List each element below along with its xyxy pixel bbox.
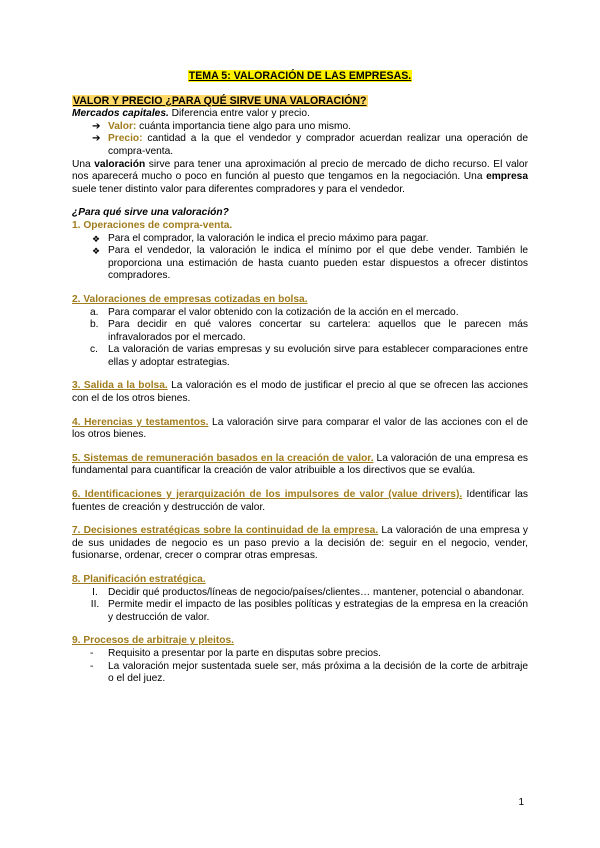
bullet-text: Para el vendedor, la valoración le indica el mínimo por el que debe vender. También le proporciona una estimación de hasta cuanto pueden estar dispuestos a ofrecer distintos compradores. <box>108 245 528 282</box>
list-item <box>72 344 528 369</box>
page-number: 1 <box>518 797 524 808</box>
list-item <box>72 307 528 320</box>
list-item <box>72 648 528 661</box>
bullet-text: Para el comprador, la valoración le indica el precio máximo para pagar. <box>108 232 429 244</box>
item-9-heading: 9. Procesos de arbitraje y pleitos. <box>72 635 234 647</box>
item-4-text: La valoración sirve para comparar el valor de las acciones con el de los otros bienes. <box>72 416 529 441</box>
para-text-c: sirve para tener una aproximación al precio de mercado de dicho recurso. El valor nos aparecerá mucho o poco en función al puesto que tengamos en la negociación. Una <box>72 158 528 183</box>
page-title: TEMA 5: VALORACIÓN DE LAS EMPRESAS. <box>188 70 412 82</box>
list-text: La valoración de varias empresas y su evolución sirve para establecer comparaciones entre ellas y adoptar estrategias. <box>108 344 528 368</box>
list-marker: I. <box>92 586 98 598</box>
bullet-item <box>72 233 528 246</box>
arrow-item-valor <box>72 121 528 134</box>
term-valor: Valor: <box>108 120 137 132</box>
mercados-label: Mercados capitales. <box>72 108 169 120</box>
list-item <box>72 319 528 344</box>
item-5-text: La valoración de una empresa es fundamental para cuantificar la creación de valor atribuible a los directivos que se evalúa. <box>72 452 528 477</box>
list-marker: c. <box>90 344 98 356</box>
item-8-heading: 8. Planificación estratégica. <box>72 574 206 585</box>
list-marker: - <box>90 660 94 672</box>
list-marker: a. <box>90 306 99 318</box>
list-marker: b. <box>90 319 99 331</box>
arrow-item-precio <box>72 133 528 158</box>
arrow-right-icon: ➔ <box>92 120 101 132</box>
item-1-heading: 1. Operaciones de compra-venta. <box>72 219 233 231</box>
def-precio: cantidad a la que el vendedor y comprador acuerdan realizar una operación de compra-venta. <box>108 133 528 157</box>
item-5 <box>72 453 528 478</box>
diamond-bullet-icon: ❖ <box>92 233 101 244</box>
arrow-right-icon: ➔ <box>92 133 101 145</box>
bullet-item <box>72 245 528 283</box>
question-heading: ¿Para qué sirve una valoración? <box>72 207 229 219</box>
def-valor: cuánta importancia tiene algo para uno mismo. <box>136 120 351 132</box>
list-item <box>72 587 528 600</box>
item-6 <box>72 489 528 514</box>
item-2-heading: 2. Valoraciones de empresas cotizadas en bolsa. <box>72 293 308 305</box>
item-5-heading: 5. Sistemas de remuneración basados en la creación de valor. <box>72 452 374 464</box>
list-marker: - <box>90 647 94 659</box>
para-text-a: Una <box>72 158 95 170</box>
list-text: Para comparar el valor obtenido con la cotización de la acción en el mercado. <box>108 306 459 318</box>
mercados-line <box>72 108 528 121</box>
list-text: Requisito a presentar por la parte en disputas sobre precios. <box>108 647 381 659</box>
item-3-text: La valoración es el modo de justificar el precio al que se ofrecen las acciones con el de los otros bienes. <box>72 380 528 405</box>
title-line <box>72 70 528 84</box>
list-text: Decidir qué productos/líneas de negocio/países/clientes… mantener, potencial o abandonar. <box>108 586 525 598</box>
item-4-heading: 4. Herencias y testamentos. <box>72 416 209 428</box>
item-3-heading: 3. Salida a la bolsa. <box>72 380 168 392</box>
list-item <box>72 599 528 624</box>
term-precio: Precio: <box>108 133 143 145</box>
diamond-bullet-icon: ❖ <box>92 246 101 257</box>
list-marker: II. <box>90 599 100 611</box>
para-text-e: suele tener distinto valor para diferentes compradores y para el vendedor. <box>72 183 405 195</box>
list-text: La valoración mejor sustentada suele ser, más próxima a la decisión de la corte de arbitraje o el del juez. <box>108 660 528 685</box>
list-text: Para decidir en qué valores concertar su cartelera: aquellos que le parecen más infravalorados por el mercado. <box>108 319 528 343</box>
item-6-text: Identificar las fuentes de creación y destrucción de valor. <box>72 489 528 513</box>
item-7 <box>72 525 528 563</box>
item-6-heading: 6. Identificaciones y jerarquización de los impulsores de valor (value drivers). <box>72 489 463 501</box>
item-4 <box>72 417 528 442</box>
item-3 <box>72 380 528 405</box>
section-heading-line <box>72 95 528 109</box>
para-bold-valoracion: valoración <box>94 158 146 170</box>
mercados-text: Diferencia entre valor y precio. <box>168 108 310 120</box>
page-content <box>72 70 528 686</box>
para-bold-empresa: empresa <box>486 171 528 183</box>
list-item <box>72 661 528 686</box>
list-text: Permite medir el impacto de las posibles políticas y estrategias de la empresa en la creación y destrucción de valor. <box>108 599 528 623</box>
valoracion-paragraph <box>72 159 528 197</box>
section-heading: VALOR Y PRECIO ¿PARA QUÉ SIRVE UNA VALORACIÓN? <box>73 94 367 107</box>
item-7-text: La valoración de una empresa y de sus unidades de negocio es un paso previo a la decisión de: seguir en el negocio, vender, fusionarse, ordenar, crecer o comprar otras empresas. <box>72 525 528 562</box>
item-7-heading: 7. Decisiones estratégicas sobre la continuidad de la empresa. <box>72 525 379 537</box>
